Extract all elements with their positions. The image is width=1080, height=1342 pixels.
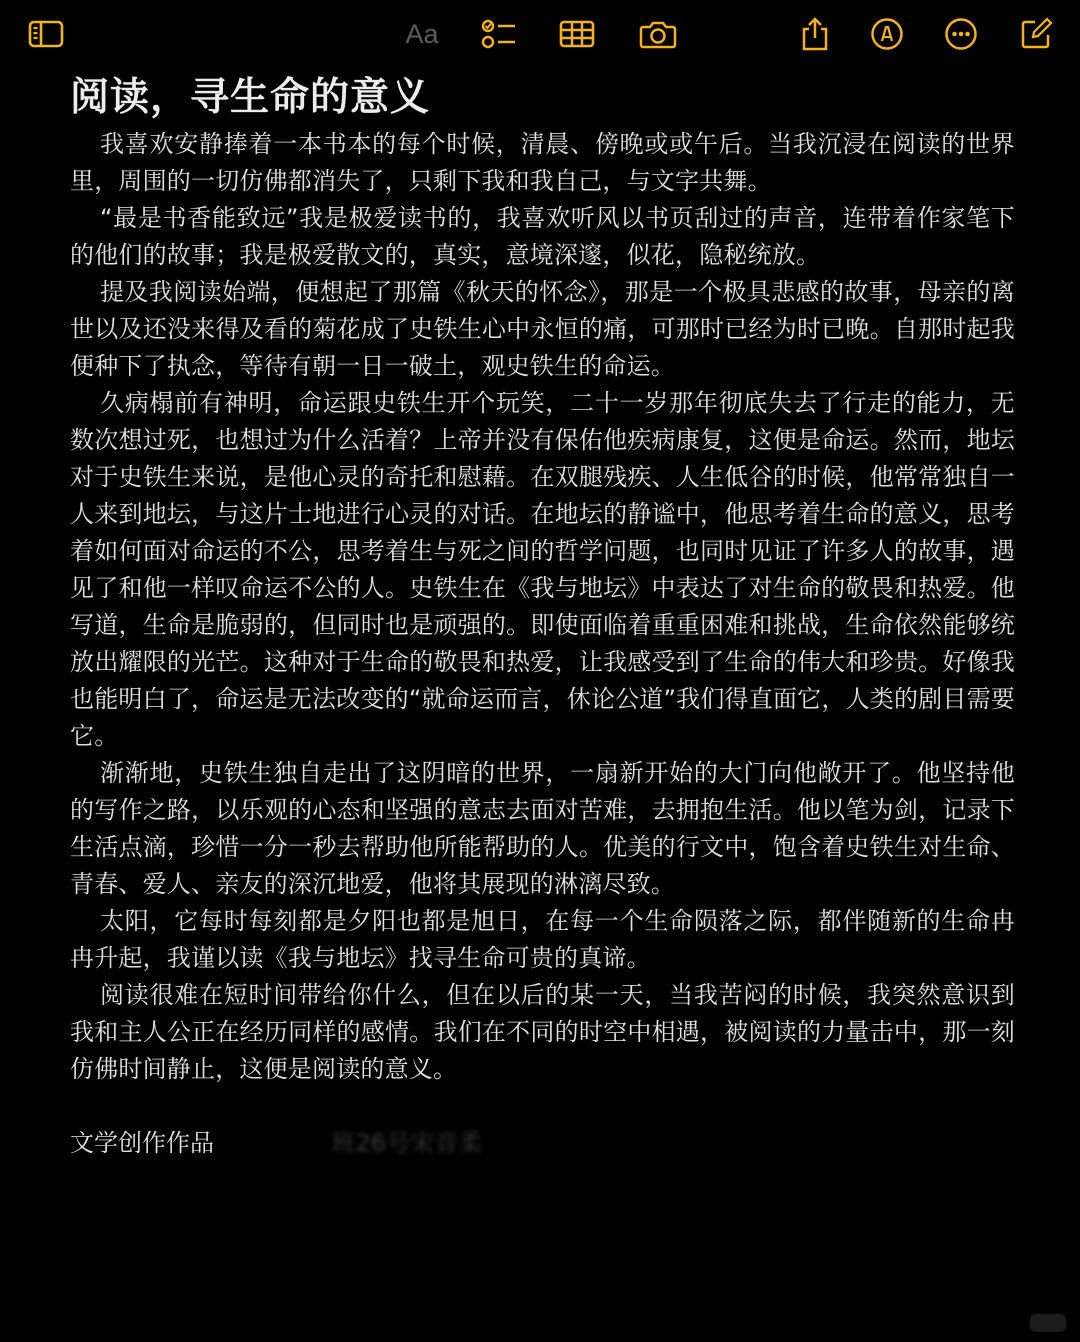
note-paragraph-4[interactable]: 久病榻前有神明，命运跟史铁生开个玩笑，二十一岁那年彻底失去了行走的能力，无数次想过死，也想过为什么活着？上帝并没有保佑他疾病康复，这便是命运。然而，地坛对于史铁生来说，是他心灵的奇托和慰藉。在双腿残疾、人生低谷的时候，他常常独自一人来到地坛，与这片士地进行心灵的对话。在地坛的静谧中，他思考着生命的意义，思考着如何面对命运的不公，思考着生与死之间的哲学问题，也同时见证了许多人的故事，遇见了和他一样叹命运不公的人。史铁生在《我与地坛》中表达了对生命的敬畏和热爱。他写道，生命是脆弱的，但同时也是顽强的。即使面临着重重困难和挑战，生命依然能够统放出耀限的光芒。这种对于生命的敬畏和热爱，让我感受到了生命的伟大和珍贵。好像我也能明白了，命运是无法改变的“就命运而言，休论公道”我们得直面它，人类的剧目需要它。 [70, 389, 1015, 750]
more-ellipsis-icon[interactable] [941, 14, 981, 54]
note-paragraph-2[interactable]: “最是书香能致远”我是极爱读书的，我喜欢听风以书页刮过的声音，连带着作家笔下的他们的故事；我是极爱散文的，真实，意境深邃，似花，隐秘统放。 [70, 204, 1015, 269]
note-title[interactable]: 阅读，寻生命的意义 [70, 75, 431, 120]
note-credit-line[interactable] [70, 1125, 1015, 1162]
markup-pen-icon[interactable] [867, 14, 907, 54]
watermark-badge [1030, 1314, 1066, 1332]
notes-toolbar [0, 0, 1080, 68]
compose-icon[interactable] [1016, 14, 1056, 54]
credit-blurred-name: 班26号宋音柔 [331, 1129, 483, 1157]
note-body[interactable] [70, 72, 1015, 1162]
sidebar-icon[interactable] [26, 14, 66, 54]
note-paragraph-1[interactable]: 我喜欢安静捧着一本书本的每个时候，清晨、傍晚或或午后。当我沉浸在阅读的世界里，周围的一切仿佛都消失了，只剩下我和我自己，与文字共舞。 [70, 130, 1015, 195]
table-icon[interactable] [557, 14, 597, 54]
note-paragraph-3[interactable]: 提及我阅读始端，便想起了那篇《秋天的怀念》，那是一个极具悲感的故事，母亲的离世以及还没来得及看的菊花成了史铁生心中永恒的痛，可那时已经为时已晚。自那时起我便种下了执念，等待有朝一日一破土，观史铁生的命运。 [70, 278, 1015, 380]
note-paragraph-6[interactable]: 太阳，它每时每刻都是夕阳也都是旭日，在每一个生命陨落之际，都伴随新的生命冉冉升起，我谨以读《我与地坛》找寻生命可贵的真谛。 [70, 907, 1015, 972]
note-paragraph-7[interactable]: 阅读很难在短时间带给你什么，但在以后的某一天，当我苦闷的时候，我突然意识到我和主人公正在经历同样的感情。我们在不同的时空中相遇，被阅读的力量击中，那一刻仿佛时间静止，这便是阅读的意义。 [70, 981, 1015, 1083]
camera-icon[interactable] [638, 14, 678, 54]
share-icon[interactable] [795, 14, 835, 54]
checklist-icon[interactable] [478, 14, 518, 54]
note-paragraph-5[interactable]: 渐渐地，史铁生独自走出了这阴暗的世界，一扇新开始的大门向他敞开了。他坚持他的写作之路，以乐观的心态和坚强的意志去面对苦难，去拥抱生活。他以笔为剑，记录下生活点滴，珍惜一分一秒去帮助他所能帮助的人。优美的行文中，饱含着史铁生对生命、青春、爱人、亲友的深沉地爱，他将其展现的淋漓尽致。 [70, 759, 1015, 898]
format-text-icon[interactable] [400, 14, 444, 54]
format-text-label: Aa [405, 18, 439, 49]
credit-label: 文学创作作品 [70, 1129, 214, 1157]
